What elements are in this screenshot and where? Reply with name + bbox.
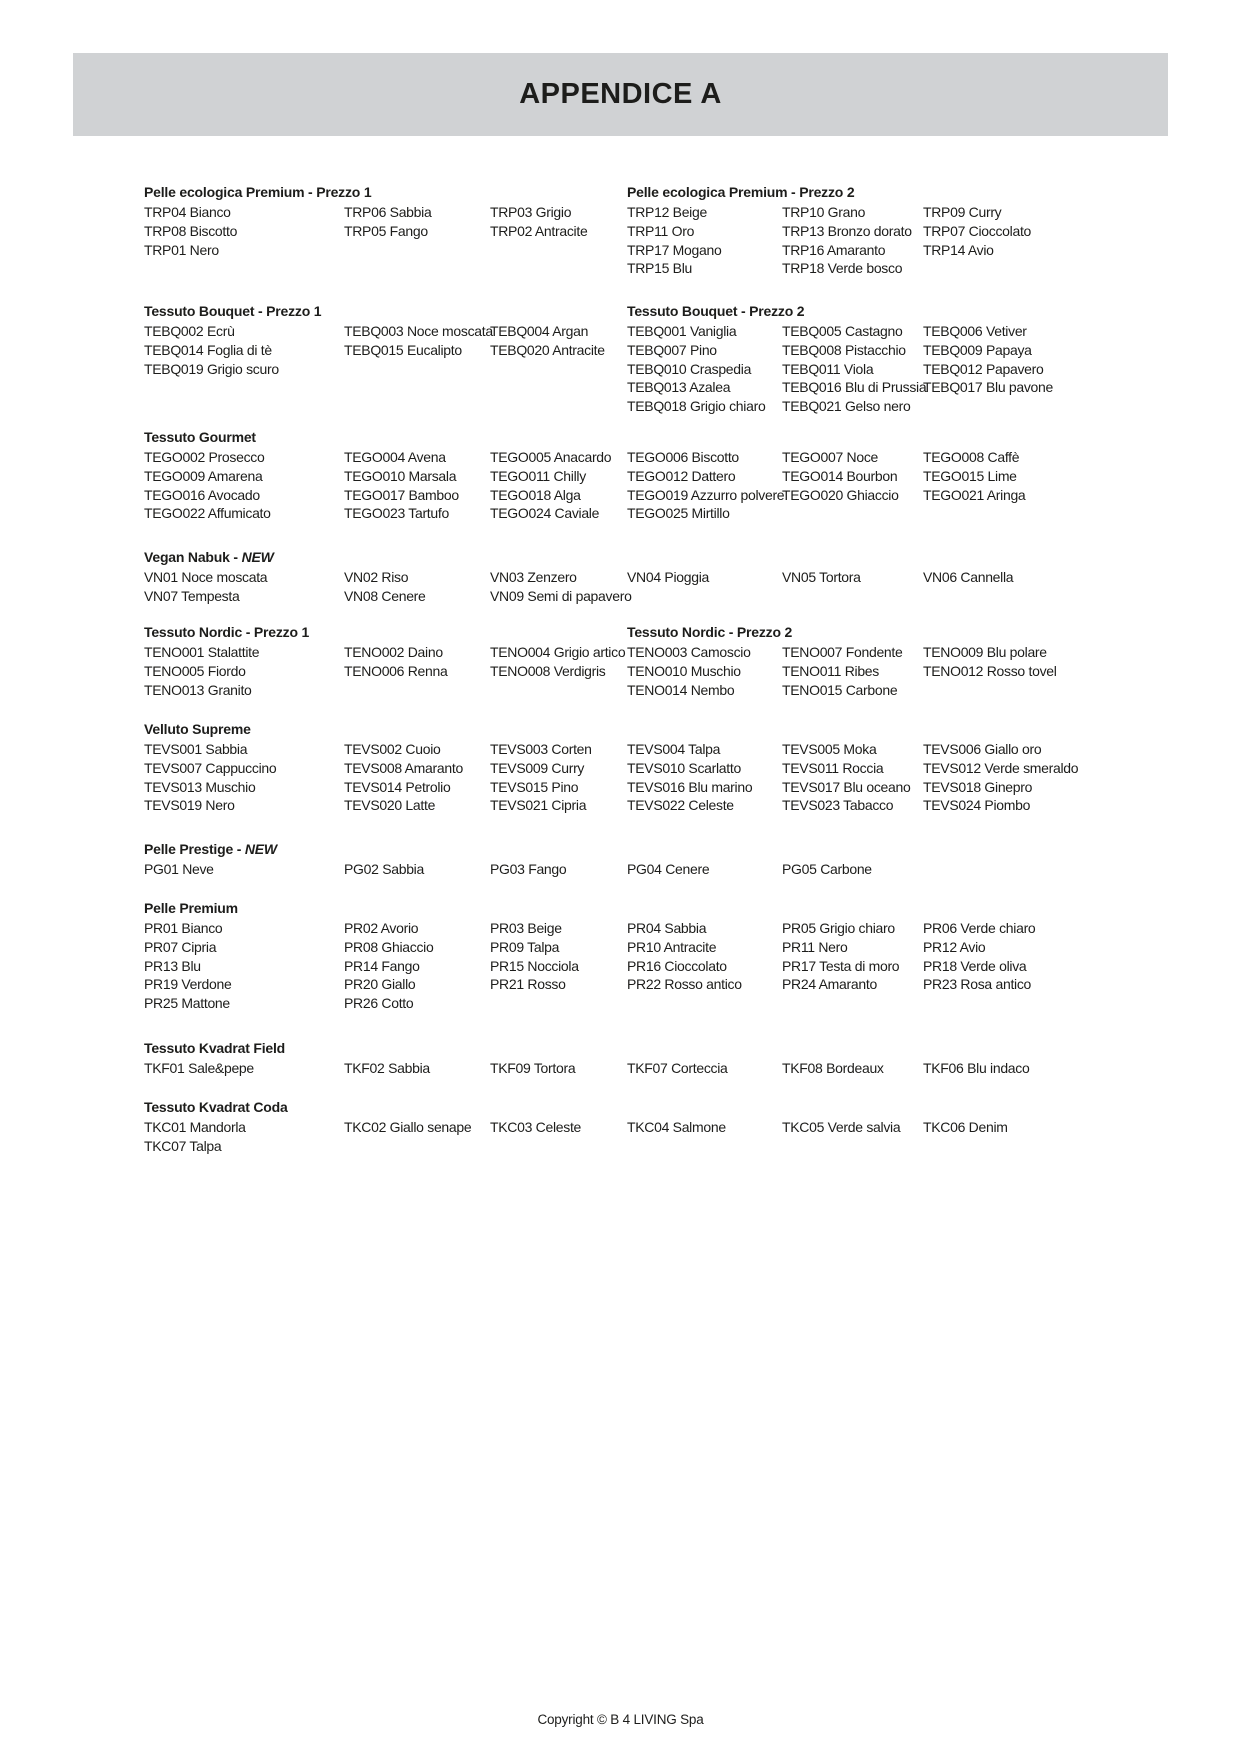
color-item: TEBQ008 Pistacchio [782, 341, 906, 358]
color-item: VN02 Riso [344, 569, 409, 585]
color-item: TEGO015 Lime [923, 467, 1017, 484]
color-item: TEBQ007 Pino [627, 341, 717, 358]
color-item: PR07 Cipria [144, 938, 217, 955]
color-item: TKC05 Verde salvia [782, 1119, 901, 1135]
color-item: PR23 Rosa antico [923, 976, 1032, 993]
color-item: TEGO017 Bamboo [344, 486, 459, 503]
section-title-tessuto-nordic-prezzo2: Tessuto Nordic - Prezzo 2 [627, 624, 793, 640]
color-item: TRP16 Amaranto [782, 241, 886, 258]
color-item: TKF01 Sale&pepe [144, 1060, 254, 1076]
color-item: TEGO023 Tartufo [344, 505, 449, 522]
color-item: TRP08 Biscotto [144, 222, 238, 239]
color-item: TKC02 Giallo senape [344, 1119, 472, 1135]
color-item: TEGO006 Biscotto [627, 449, 739, 465]
color-item: TENO003 Camoscio [627, 644, 751, 660]
color-item: TENO002 Daino [344, 644, 443, 660]
color-item: PR09 Talpa [490, 938, 560, 955]
color-item: TEGO007 Noce [782, 449, 878, 465]
color-item: TEGO004 Avena [344, 449, 446, 465]
color-item: TENO007 Fondente [782, 644, 903, 660]
section-title-pelle-premium: Pelle Premium [144, 900, 238, 916]
color-item: TEGO018 Alga [490, 486, 581, 503]
color-item: TEVS005 Moka [782, 741, 877, 757]
color-item: VN04 Pioggia [627, 569, 710, 585]
color-item: PR15 Nocciola [490, 957, 579, 974]
color-item: PG02 Sabbia [344, 861, 424, 877]
color-item: TRP11 Oro [627, 222, 695, 239]
color-item: TEVS002 Cuoio [344, 741, 441, 757]
color-item: TEGO024 Caviale [490, 505, 600, 522]
color-item: TRP07 Cioccolato [923, 222, 1032, 239]
color-item: TENO009 Blu polare [923, 644, 1047, 660]
section-title-tessuto-bouquet-prezzo1: Tessuto Bouquet - Prezzo 1 [144, 303, 322, 319]
color-item: TKC07 Talpa [144, 1137, 222, 1154]
color-item: TEVS004 Talpa [627, 741, 721, 757]
new-badge: NEW [241, 549, 274, 565]
color-item: TEGO021 Aringa [923, 486, 1026, 503]
color-item: TKF06 Blu indaco [923, 1060, 1030, 1076]
new-badge: NEW [244, 841, 277, 857]
color-item: TRP15 Blu [627, 260, 692, 277]
color-item: TEBQ019 Grigio scuro [144, 360, 279, 377]
color-item: TEGO010 Marsala [344, 467, 457, 484]
color-item: TEGO025 Mirtillo [627, 505, 730, 522]
color-item: PR10 Antracite [627, 938, 717, 955]
color-item: TEBQ020 Antracite [490, 341, 605, 358]
section-title-tessuto-nordic-prezzo1: Tessuto Nordic - Prezzo 1 [144, 624, 310, 640]
color-item: TKF07 Corteccia [627, 1060, 728, 1076]
color-item: PG04 Cenere [627, 861, 710, 877]
color-item: TEGO022 Affumicato [144, 505, 271, 522]
color-item: TEGO014 Bourbon [782, 467, 898, 484]
color-item: TKC06 Denim [923, 1119, 1008, 1135]
color-item: TEVS006 Giallo oro [923, 741, 1042, 757]
color-item: PR19 Verdone [144, 976, 232, 993]
color-item: TKF02 Sabbia [344, 1060, 430, 1076]
color-item: PR20 Giallo [344, 976, 416, 993]
color-item: VN01 Noce moscata [144, 569, 268, 585]
color-item: PR05 Grigio chiaro [782, 920, 895, 936]
color-item: PR03 Beige [490, 920, 562, 936]
color-item: TEBQ021 Gelso nero [782, 398, 911, 415]
color-item: TRP06 Sabbia [344, 204, 432, 220]
color-item: VN06 Cannella [923, 569, 1014, 585]
color-item: TEBQ001 Vaniglia [627, 323, 737, 339]
color-item: TEBQ016 Blu di Prussia [782, 379, 927, 396]
color-item: TEVS011 Roccia [782, 759, 884, 776]
color-item: TRP14 Avio [923, 241, 994, 258]
color-item: TEGO005 Anacardo [490, 449, 612, 465]
color-item: PR17 Testa di moro [782, 957, 900, 974]
color-item: TENO012 Rosso tovel [923, 662, 1057, 679]
color-item: TENO010 Muschio [627, 662, 741, 679]
color-item: TEVS003 Corten [490, 741, 592, 757]
color-item: TENO008 Verdigris [490, 662, 606, 679]
color-item: TEBQ015 Eucalipto [344, 341, 462, 358]
color-item: TENO001 Stalattite [144, 644, 260, 660]
color-item: PR13 Blu [144, 957, 201, 974]
color-item: TENO011 Ribes [782, 662, 879, 679]
section-title-vegan-nabuk: Vegan Nabuk - NEW [144, 549, 274, 565]
color-item: PR22 Rosso antico [627, 976, 742, 993]
color-item: TEGO011 Chilly [490, 467, 586, 484]
section-title-tessuto-bouquet-prezzo2: Tessuto Bouquet - Prezzo 2 [627, 303, 805, 319]
color-item: TKC03 Celeste [490, 1119, 582, 1135]
color-item: TEVS013 Muschio [144, 778, 256, 795]
color-item: TEVS010 Scarlatto [627, 759, 741, 776]
color-item: PR26 Cotto [344, 995, 414, 1012]
color-item: TEGO020 Ghiaccio [782, 486, 899, 503]
color-item: TRP17 Mogano [627, 241, 722, 258]
color-item: TEVS023 Tabacco [782, 797, 894, 814]
color-item: PR04 Sabbia [627, 920, 707, 936]
color-item: TEVS024 Piombo [923, 797, 1031, 814]
color-item: TRP18 Verde bosco [782, 260, 903, 277]
color-item: TKF09 Tortora [490, 1060, 576, 1076]
color-item: TEVS012 Verde smeraldo [923, 759, 1079, 776]
color-item: PG01 Neve [144, 861, 214, 877]
color-item: PR02 Avorio [344, 920, 419, 936]
color-item: TENO014 Nembo [627, 681, 735, 698]
color-item: TEVS016 Blu marino [627, 778, 753, 795]
color-item: TRP03 Grigio [490, 204, 572, 220]
color-item: TEGO019 Azzurro polvere [627, 486, 785, 503]
color-item: VN03 Zenzero [490, 569, 577, 585]
color-item: TEBQ013 Azalea [627, 379, 731, 396]
color-item: TRP10 Grano [782, 204, 866, 220]
color-item: TENO006 Renna [344, 662, 448, 679]
color-item: TEBQ018 Grigio chiaro [627, 398, 766, 415]
section-title-velluto-supreme: Velluto Supreme [144, 721, 251, 737]
section-title-tessuto-kvadrat-field: Tessuto Kvadrat Field [144, 1040, 286, 1056]
color-item: TKF08 Bordeaux [782, 1060, 884, 1076]
color-item: TEGO009 Amarena [144, 467, 263, 484]
color-item: VN07 Tempesta [144, 587, 240, 604]
color-item: TKC04 Salmone [627, 1119, 726, 1135]
color-item: VN08 Cenere [344, 587, 426, 604]
section-title-tessuto-gourmet: Tessuto Gourmet [144, 429, 256, 445]
color-item: TEVS021 Cipria [490, 797, 587, 814]
color-item: TRP02 Antracite [490, 222, 588, 239]
color-item: TEVS017 Blu oceano [782, 778, 911, 795]
color-item: TEVS007 Cappuccino [144, 759, 277, 776]
color-item: TEVS008 Amaranto [344, 759, 463, 776]
color-item: TEVS001 Sabbia [144, 741, 248, 757]
color-item: TEGO012 Dattero [627, 467, 736, 484]
color-item: TEVS015 Pino [490, 778, 579, 795]
color-item: TRP12 Beige [627, 204, 707, 220]
color-item: TEVS019 Nero [144, 797, 235, 814]
color-item: PG05 Carbone [782, 861, 872, 877]
color-item: PR25 Mattone [144, 995, 230, 1012]
color-item: VN09 Semi di papavero [490, 587, 632, 604]
color-item: PR12 Avio [923, 938, 986, 955]
color-item: TEVS022 Celeste [627, 797, 734, 814]
color-item: TEBQ004 Argan [490, 323, 589, 339]
color-item: PR11 Nero [782, 938, 848, 955]
section-title-tessuto-kvadrat-coda: Tessuto Kvadrat Coda [144, 1099, 288, 1115]
color-item: TEVS018 Ginepro [923, 778, 1033, 795]
page-title: APPENDICE A [519, 78, 722, 110]
color-item: TEBQ011 Viola [782, 360, 874, 377]
color-item: TEVS020 Latte [344, 797, 436, 814]
color-item: TEGO002 Prosecco [144, 449, 265, 465]
color-item: VN05 Tortora [782, 569, 861, 585]
color-item: TEBQ017 Blu pavone [923, 379, 1054, 396]
color-item: TENO004 Grigio artico [490, 644, 626, 660]
color-item: PR14 Fango [344, 957, 420, 974]
color-item: TENO005 Fiordo [144, 662, 246, 679]
color-item: TEVS009 Curry [490, 759, 585, 776]
color-item: TEBQ003 Noce moscata [344, 323, 493, 339]
color-item: PR18 Verde oliva [923, 957, 1027, 974]
color-item: TEBQ002 Ecrù [144, 323, 235, 339]
color-item: TEGO016 Avocado [144, 486, 260, 503]
color-item: PR08 Ghiaccio [344, 938, 434, 955]
color-item: TENO015 Carbone [782, 681, 898, 698]
color-item: TRP09 Curry [923, 204, 1002, 220]
color-item: TRP04 Bianco [144, 204, 231, 220]
color-item: TEBQ006 Vetiver [923, 323, 1027, 339]
color-item: PG03 Fango [490, 861, 567, 877]
color-item: TEBQ005 Castagno [782, 323, 903, 339]
color-item: TRP01 Nero [144, 241, 219, 258]
color-item: PR06 Verde chiaro [923, 920, 1036, 936]
footer-copyright: Copyright © B 4 LIVING Spa [537, 1712, 704, 1727]
color-item: PR24 Amaranto [782, 976, 877, 993]
color-item: TEBQ012 Papavero [923, 360, 1044, 377]
color-item: TEBQ009 Papaya [923, 341, 1032, 358]
color-item: TEVS014 Petrolio [344, 778, 451, 795]
color-item: TEGO008 Caffè [923, 449, 1020, 465]
color-item: PR16 Cioccolato [627, 957, 727, 974]
section-title-pelle-eco-prezzo2: Pelle ecologica Premium - Prezzo 2 [627, 184, 855, 200]
section-title-pelle-eco-prezzo1: Pelle ecologica Premium - Prezzo 1 [144, 184, 372, 200]
color-item: TEBQ014 Foglia di tè [144, 341, 272, 358]
color-item: TRP05 Fango [344, 222, 428, 239]
color-item: PR21 Rosso [490, 976, 566, 993]
color-item: TEBQ010 Craspedia [627, 360, 752, 377]
color-item: TKC01 Mandorla [144, 1119, 246, 1135]
color-item: TENO013 Granito [144, 681, 252, 698]
color-item: PR01 Bianco [144, 920, 223, 936]
section-title-pelle-prestige: Pelle Prestige - NEW [144, 841, 277, 857]
color-item: TRP13 Bronzo dorato [782, 222, 912, 239]
